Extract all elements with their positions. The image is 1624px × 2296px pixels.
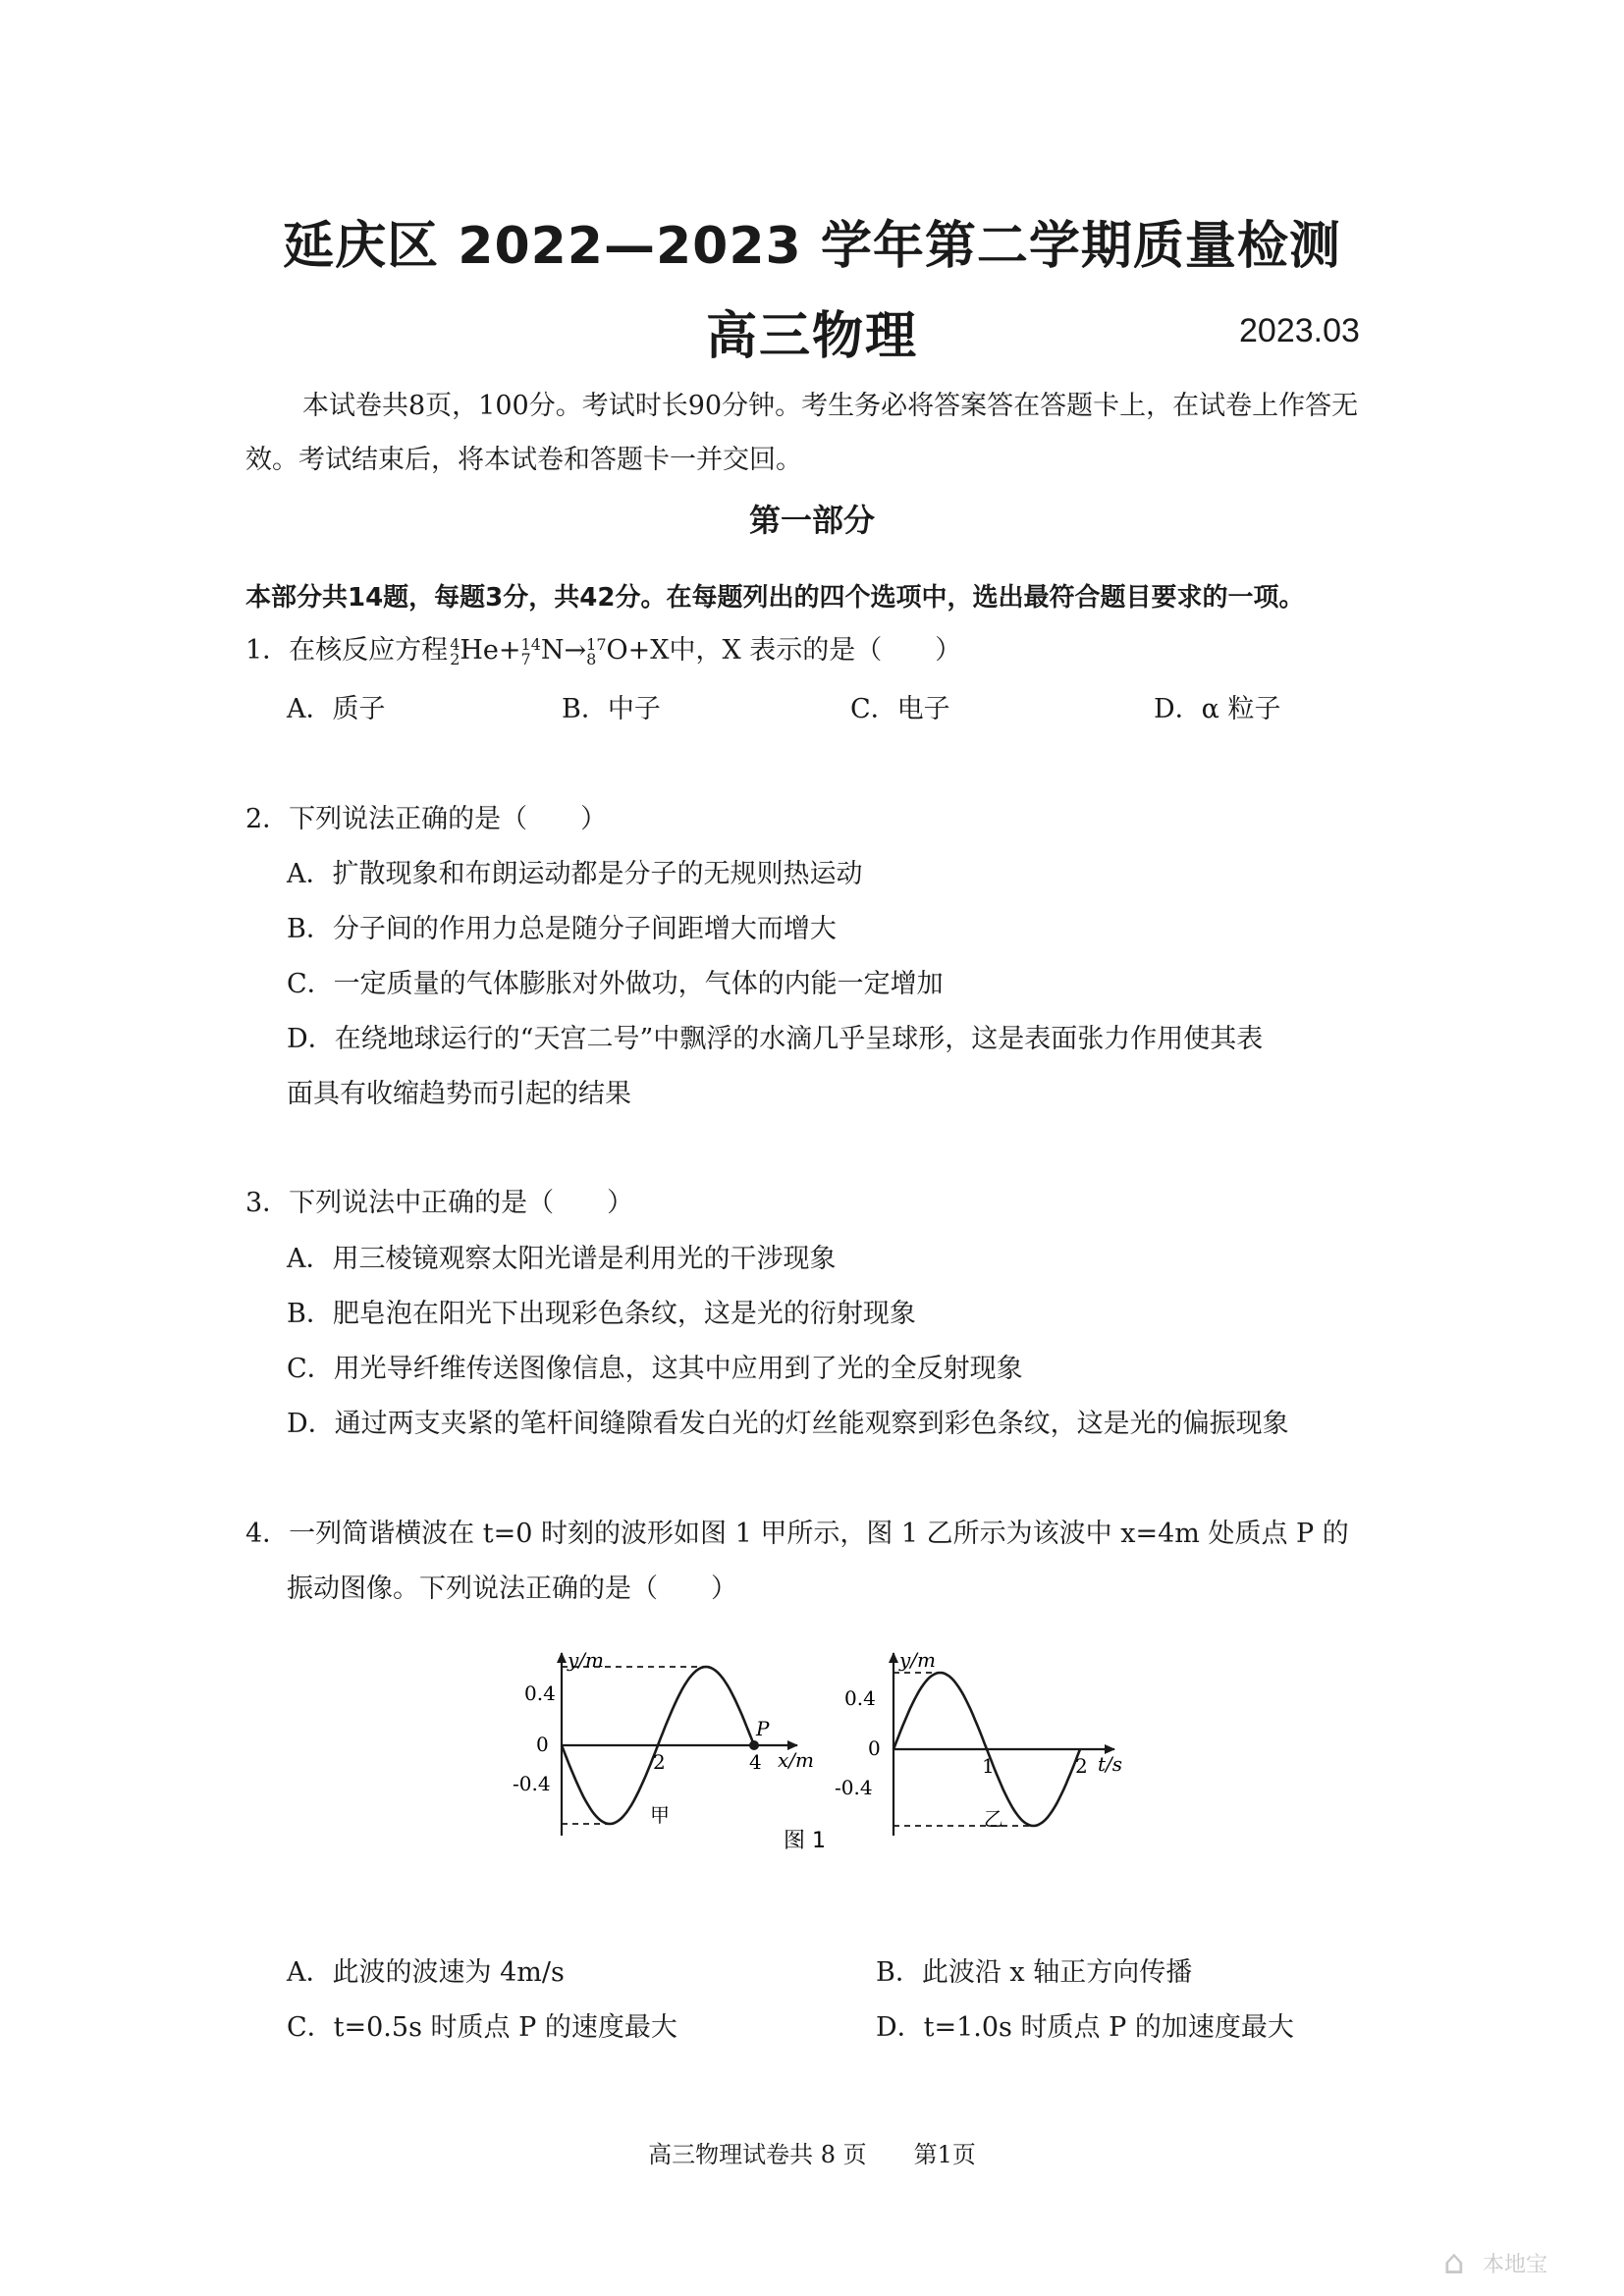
question-1-stem — [245, 628, 961, 667]
question-2-stem: 2．下列说法正确的是（ ） — [245, 804, 608, 834]
right-xtick-1: 1 — [982, 1754, 995, 1778]
question-4-stem-line2: 振动图像。下列说法正确的是（ ） — [287, 1574, 737, 1604]
q1-option-c: C．电子 — [850, 694, 950, 724]
q2-option-b: B．分子间的作用力总是随分子间距增大而增大 — [287, 914, 837, 944]
q4-option-b: B．此波沿 x 轴正方向传播 — [876, 1957, 1193, 1988]
question-4-stem-line1: 4．一列简谐横波在 t=0 时刻的波形如图 1 甲所示，图 1 乙所示为该波中 x=4m 处质点 P 的 — [245, 1519, 1349, 1549]
q3-option-c: C．用光导纤维传送图像信息，这其中应用到了光的全反射现象 — [287, 1354, 1023, 1384]
right-xtick-2: 2 — [1075, 1754, 1088, 1778]
q3-option-a: A．用三棱镜观察太阳光谱是利用光的干涉现象 — [287, 1244, 837, 1274]
question-3-stem: 3．下列说法中正确的是（ ） — [245, 1188, 634, 1218]
left-ytick-neg: -0.4 — [513, 1772, 551, 1795]
right-xlabel: t/s — [1098, 1752, 1123, 1776]
right-ytick-neg: -0.4 — [835, 1776, 873, 1799]
left-ytick-zero: 0 — [536, 1733, 549, 1756]
house-icon: ⌂ — [1443, 2243, 1465, 2282]
left-ytick-pos: 0.4 — [524, 1682, 556, 1705]
q2-option-d: D．在绕地球运行的“天宫二号”中飘浮的水滴几乎呈球形，这是表面张力作用使其表 — [287, 1024, 1264, 1054]
q1-option-b: B．中子 — [562, 694, 661, 724]
left-ylabel: y/m — [568, 1648, 605, 1672]
exam-date: 2023.03 — [1239, 312, 1360, 349]
figure-1 — [491, 1639, 1198, 1875]
q2-option-a: A．扩散现象和布朗运动都是分子的无规则热运动 — [287, 859, 863, 889]
right-graph-label: 乙 — [984, 1807, 1003, 1831]
q4-option-a: A．此波的波速为 4m/s — [287, 1957, 565, 1988]
q2-option-d-cont: 面具有收缩趋势而引起的结果 — [287, 1079, 631, 1109]
q4-option-d: D．t=1.0s 时质点 P 的加速度最大 — [876, 2012, 1294, 2043]
figure-caption: 图 1 — [784, 1829, 826, 1853]
q1-option-d: D．α 粒子 — [1154, 694, 1281, 724]
left-xlabel: x/m — [778, 1748, 814, 1772]
left-xtick-4: 4 — [749, 1750, 762, 1774]
nuclide-helium: 4 2 He+ — [450, 634, 521, 668]
left-graph-label: 甲 — [650, 1803, 670, 1827]
point-p-marker — [749, 1740, 759, 1750]
left-xtick-2: 2 — [653, 1750, 666, 1774]
nuclide-oxygen: 17 8 O+X中，X 表示的是（ ） — [586, 634, 962, 668]
q4-option-c: C．t=0.5s 时质点 P 的速度最大 — [287, 2012, 677, 2043]
part-instruction: 本部分共14题，每题3分，共42分。在每题列出的四个选项中，选出最符合题目要求的一项。 — [245, 583, 1305, 613]
question-1-prefix: 1．在核反应方程 — [245, 635, 449, 666]
nuclide-nitrogen: 14 7 N→ — [520, 634, 587, 668]
q3-option-d: D．通过两支夹紧的笔杆间缝隙看发白光的灯丝能观察到彩色条纹，这是光的偏振现象 — [287, 1409, 1289, 1439]
exam-title: 延庆区 2022—2023 学年第二学期质量检测 — [283, 217, 1341, 276]
q1-option-a: A．质子 — [287, 694, 386, 724]
q2-option-c: C．一定质量的气体膨胀对外做功，气体的内能一定增加 — [287, 969, 944, 999]
right-ytick-pos: 0.4 — [844, 1686, 876, 1710]
watermark-text: 本地宝 — [1483, 2253, 1548, 2277]
subject-title: 高三物理 — [705, 307, 918, 366]
q3-option-b: B．肥皂泡在阳光下出现彩色条纹，这是光的衍射现象 — [287, 1299, 916, 1329]
right-ylabel: y/m — [899, 1648, 937, 1672]
right-ytick-zero: 0 — [868, 1736, 881, 1760]
exam-instructions: 本试卷共8页，100分。考试时长90分钟。考生务必将答案答在答题卡上，在试卷上作答无效。考试结束后，将本试卷和答题卡一并交回。 — [245, 391, 1359, 475]
page-footer: 高三物理试卷共 8 页 第1页 — [648, 2141, 976, 2168]
point-p-label: P — [756, 1717, 770, 1740]
part-title: 第一部分 — [748, 502, 875, 539]
